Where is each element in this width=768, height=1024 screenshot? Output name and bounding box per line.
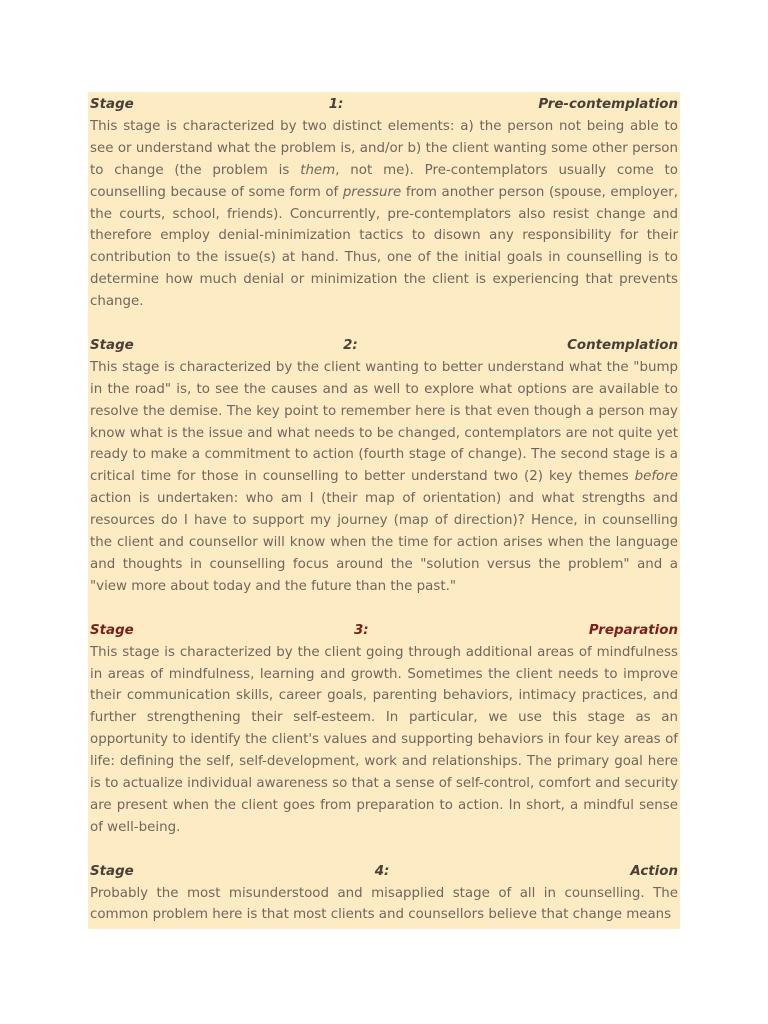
stage-1-text-b: , not me). Pre-contemplators usually come to counselling because of some form of <box>90 162 678 200</box>
stage-1-number: 1: <box>328 97 344 112</box>
stage-2-heading <box>90 335 678 357</box>
stage-4-number: 4: <box>374 863 390 879</box>
document-content <box>88 92 680 926</box>
stage-2-emphasis-before: before <box>634 469 678 485</box>
stage-2-number: 2: <box>343 337 358 353</box>
stage-1-text-c: from another person (spouse, employer, the courts, school, friends). Concurrently, pre-contemplators also resist change and therefore employ denial-minimization tactics to disown any responsibility for their contribution to the issue(s) at hand. Thus, one of the initial goals in counselling is to determine how much denial or minimization the client is experiencing that prevents change. <box>90 184 678 310</box>
stage-2-paragraph <box>90 357 678 598</box>
stage-4-word: Stage <box>90 863 134 879</box>
stage-3-paragraph <box>90 642 678 839</box>
stage-1-text-a: This stage is characterized by two distinct elements: a) the person not being able to see or understand what the problem is, and/or b) the client wanting some other person to change (the problem is <box>90 118 678 178</box>
stage-1-title: Pre-contemplation <box>538 97 678 112</box>
stage-1-heading <box>90 94 678 116</box>
stage-3-text: This stage is characterized by the client going through additional areas of mindfulness in areas of mindfulness, learning and growth. Sometimes the client needs to improve their communication skills, career goals, parenting behaviors, intimacy practices, and further strengthening their self-esteem. In particular, we use this stage as an opportunity to identify the client's values and supporting behaviors in four key areas of life: defining the self, self-development, work and relationships. The primary goal here is to actualize individual awareness so that a sense of self-control, comfort and security are present when the client goes from preparation to action. In short, a mindful sense of well-being. <box>90 644 678 835</box>
stage-2-word: Stage <box>90 337 134 353</box>
stage-3-number: 3: <box>353 622 369 638</box>
stage-1-emphasis-pressure: pressure <box>342 184 402 200</box>
stage-4-title: Action <box>630 863 678 879</box>
stage-2-text-a: This stage is characterized by the client wanting to better understand what the "bump in the road" is, to see the causes and as well to explore what options are available to resolve the demise. The key point to remember here is that even though a person may know what is the issue and what needs to be changed, contemplators are not quite yet ready to make a commitment to action (fourth stage of change). The second stage is a critical time for those in counselling to better understand two (2) key themes <box>90 359 678 485</box>
stage-3-heading <box>90 620 678 642</box>
stage-4-paragraph <box>90 883 678 927</box>
stage-3-word: Stage <box>90 622 134 638</box>
stage-4-heading <box>90 861 678 883</box>
stage-1-paragraph <box>90 116 678 313</box>
stage-2-title: Contemplation <box>567 337 678 353</box>
stage-1-word: Stage <box>90 97 134 112</box>
document-page <box>88 92 680 929</box>
stage-4-text: Probably the most misunderstood and misapplied stage of all in counselling. The common problem here is that most clients and counsellors believe that change means <box>90 885 678 923</box>
stage-1-emphasis-them: them <box>300 162 336 178</box>
stage-3-title: Preparation <box>588 622 678 638</box>
stage-2-text-b: action is undertaken: who am I (their map of orientation) and what strengths and resources do I have to support my journey (map of direction)? Hence, in counselling the client and counsellor will know when the time for action arises when the language and thoughts in counselling focus around the "solution versus the problem" and a "view more about today and the future than the past." <box>90 491 678 594</box>
